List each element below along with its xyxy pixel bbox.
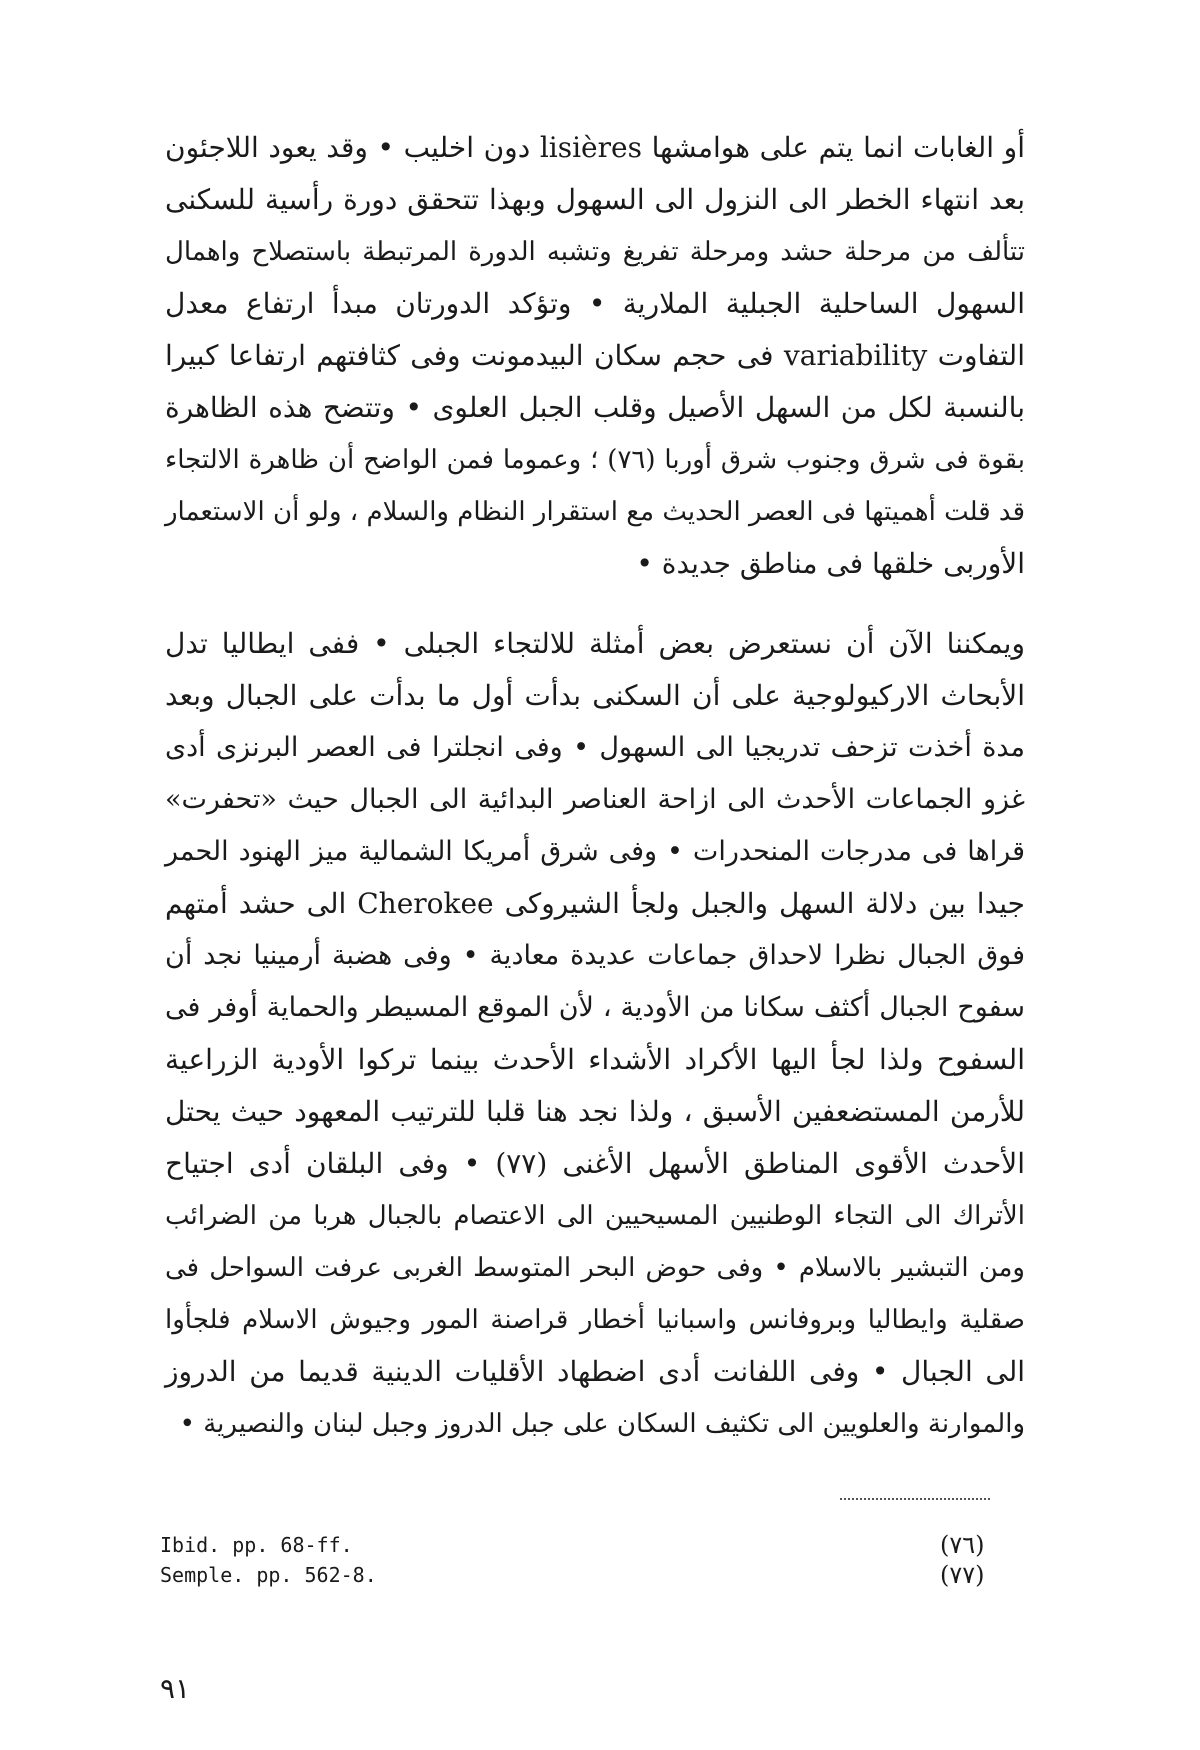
text-line: تتألف من مرحلة حشد ومرحلة تفريغ وتشبه الدورة المرتبطة باستصلاح واهمال <box>165 237 1025 267</box>
text-line: والموارنة والعلويين الى تكثيف السكان على جبل الدروز وجبل لبنان والنصيرية • <box>179 1409 1025 1439</box>
text-line: جيدا بين دلالة السهل والجبل ولجأ الشيروكى Cherokee الى حشد أمتهم <box>165 887 1025 920</box>
footnote-numbers <box>940 1530 985 1590</box>
text-line: ويمكننا الآن أن نستعرض بعض أمثلة للالتجاء الجبلى • ففى ايطاليا تدل <box>165 627 1025 660</box>
footnote-reference: Ibid. pp. 68-ff. <box>160 1533 353 1557</box>
footnote-separator <box>840 1498 990 1500</box>
text-line: بعد انتهاء الخطر الى النزول الى السهول وبهذا تتحقق دورة رأسية للسكنى <box>165 183 1025 216</box>
text-line: فوق الجبال نظرا لاحداق جماعات عديدة معادية • وفى هضبة أرمينيا نجد أن <box>165 940 1025 971</box>
footnote-reference: Semple. pp. 562-8. <box>160 1563 377 1587</box>
text-line: الأوربى خلقها فى مناطق جديدة • <box>636 547 1025 580</box>
text-line: مدة أخذت تزحف تدريجيا الى السهول • وفى انجلترا فى العصر البرنزى أدى <box>165 732 1025 763</box>
text-line: أو الغابات انما يتم على هوامشها lisières دون اخليب • وقد يعود اللاجئون <box>165 131 1025 164</box>
footnote-references <box>160 1530 377 1590</box>
paragraph-2 <box>165 618 1025 1450</box>
text-line: بالنسبة لكل من السهل الأصيل وقلب الجبل العلوى • وتتضح هذه الظاهرة <box>165 391 1025 424</box>
text-line: للأرمن المستضعفين الأسبق ، ولذا نجد هنا قلبا للترتيب المعهود حيث يحتل <box>165 1095 1025 1128</box>
text-line: بقوة فى شرق وجنوب شرق أوربا (٧٦) ؛ وعموما فمن الواضح أن ظاهرة الالتجاء <box>165 445 1025 475</box>
text-line: قد قلت أهميتها فى العصر الحديث مع استقرار النظام والسلام ، ولو أن الاستعمار <box>165 497 1025 527</box>
text-line: سفوح الجبال أكثف سكانا من الأودية ، لأن الموقع المسيطر والحماية أوفر فى <box>165 992 1025 1023</box>
text-line: الأحدث الأقوى المناطق الأسهل الأغنى (٧٧) • وفى البلقان أدى اجتياح <box>165 1147 1026 1180</box>
page-number: ٩١ <box>160 1672 191 1705</box>
text-line: الأبحاث الاركيولوجية على أن السكنى بدأت أول ما بدأت على الجبال وبعد <box>165 679 1026 712</box>
text-line: الى الجبال • وفى اللفانت أدى اضطهاد الأقليات الدينية قديما من الدروز <box>165 1355 1025 1388</box>
text-line: الأتراك الى التجاء الوطنيين المسيحيين الى الاعتصام بالجبال هربا من الضرائب <box>165 1201 1025 1231</box>
paragraph-1 <box>165 122 1025 590</box>
text-line: قراها فى مدرجات المنحدرات • وفى شرق أمريكا الشمالية ميز الهنود الحمر <box>165 836 1025 867</box>
text-line: السهول الساحلية الجبلية الملارية • وتؤكد الدورتان مبدأ ارتفاع معدل <box>165 287 1025 320</box>
text-line: صقلية وايطاليا وبروفانس واسبانيا أخطار قراصنة المور وجيوش الاسلام فلجأوا <box>165 1305 1025 1335</box>
text-line: ومن التبشير بالاسلام • وفى حوض البحر المتوسط الغربى عرفت السواحل فى <box>165 1253 1025 1283</box>
text-line: السفوح ولذا لجأ اليها الأكراد الأشداء الأحدث بينما تركوا الأودية الزراعية <box>165 1043 1025 1076</box>
text-line: غزو الجماعات الأحدث الى ازاحة العناصر البدائية الى الجبال حيث «تحفرت» <box>165 784 1025 815</box>
footnote-number: (٧٧) <box>940 1561 985 1589</box>
text-line: التفاوت variability فى حجم سكان البيدمونت وفى كثافتهم ارتفاعا كبيرا <box>165 339 1025 372</box>
footnote-number: (٧٦) <box>940 1531 985 1559</box>
